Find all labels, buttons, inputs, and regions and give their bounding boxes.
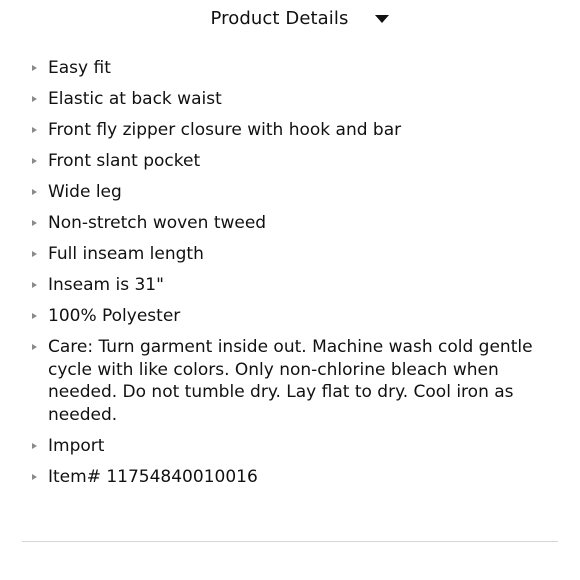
bullet-icon bbox=[32, 474, 37, 480]
detail-item bbox=[0, 435, 580, 458]
detail-item bbox=[0, 243, 580, 266]
detail-item bbox=[0, 88, 580, 111]
detail-text: 100% Polyester bbox=[48, 306, 181, 326]
detail-item bbox=[0, 57, 580, 80]
bullet-icon bbox=[32, 65, 37, 71]
bullet-icon bbox=[32, 96, 37, 102]
detail-text: Wide leg bbox=[48, 182, 122, 202]
detail-text: Item# 11754840010016 bbox=[48, 466, 258, 487]
product-details-toggle[interactable] bbox=[0, 0, 580, 36]
detail-item-number bbox=[0, 466, 580, 489]
detail-text: Front slant pocket bbox=[48, 151, 201, 171]
detail-text: Import bbox=[48, 435, 105, 456]
detail-item bbox=[0, 274, 580, 297]
detail-item bbox=[0, 150, 580, 173]
detail-text: Front fly zipper closure with hook and bar bbox=[48, 120, 402, 140]
detail-text: Elastic at back waist bbox=[48, 89, 222, 109]
section-divider bbox=[22, 541, 558, 542]
detail-item bbox=[0, 181, 580, 204]
bullet-icon bbox=[32, 251, 37, 257]
detail-text: Non-stretch woven tweed bbox=[48, 213, 267, 233]
detail-item bbox=[0, 212, 580, 235]
detail-item bbox=[0, 305, 580, 328]
detail-text: Easy fit bbox=[48, 58, 111, 78]
detail-text: Care: Turn garment inside out. Machine wash cold gentle cycle with like colors. Only non-chlorine bleach when needed. Do not tumble dry. Lay flat to dry. Cool iron as needed. bbox=[48, 337, 533, 425]
caret-down-icon[interactable] bbox=[375, 15, 389, 23]
detail-item bbox=[0, 119, 580, 142]
bullet-icon bbox=[32, 127, 37, 133]
bullet-icon bbox=[32, 189, 37, 195]
section-title: Product Details bbox=[210, 7, 349, 29]
bullet-icon bbox=[32, 443, 37, 449]
product-details-list bbox=[0, 57, 580, 497]
detail-text: Full inseam length bbox=[48, 244, 204, 264]
bullet-icon bbox=[32, 282, 37, 288]
bullet-icon bbox=[32, 344, 37, 350]
bullet-icon bbox=[32, 158, 37, 164]
detail-text: Inseam is 31" bbox=[48, 275, 164, 295]
bullet-icon bbox=[32, 220, 37, 226]
bullet-icon bbox=[32, 313, 37, 319]
detail-item-care bbox=[0, 336, 580, 426]
